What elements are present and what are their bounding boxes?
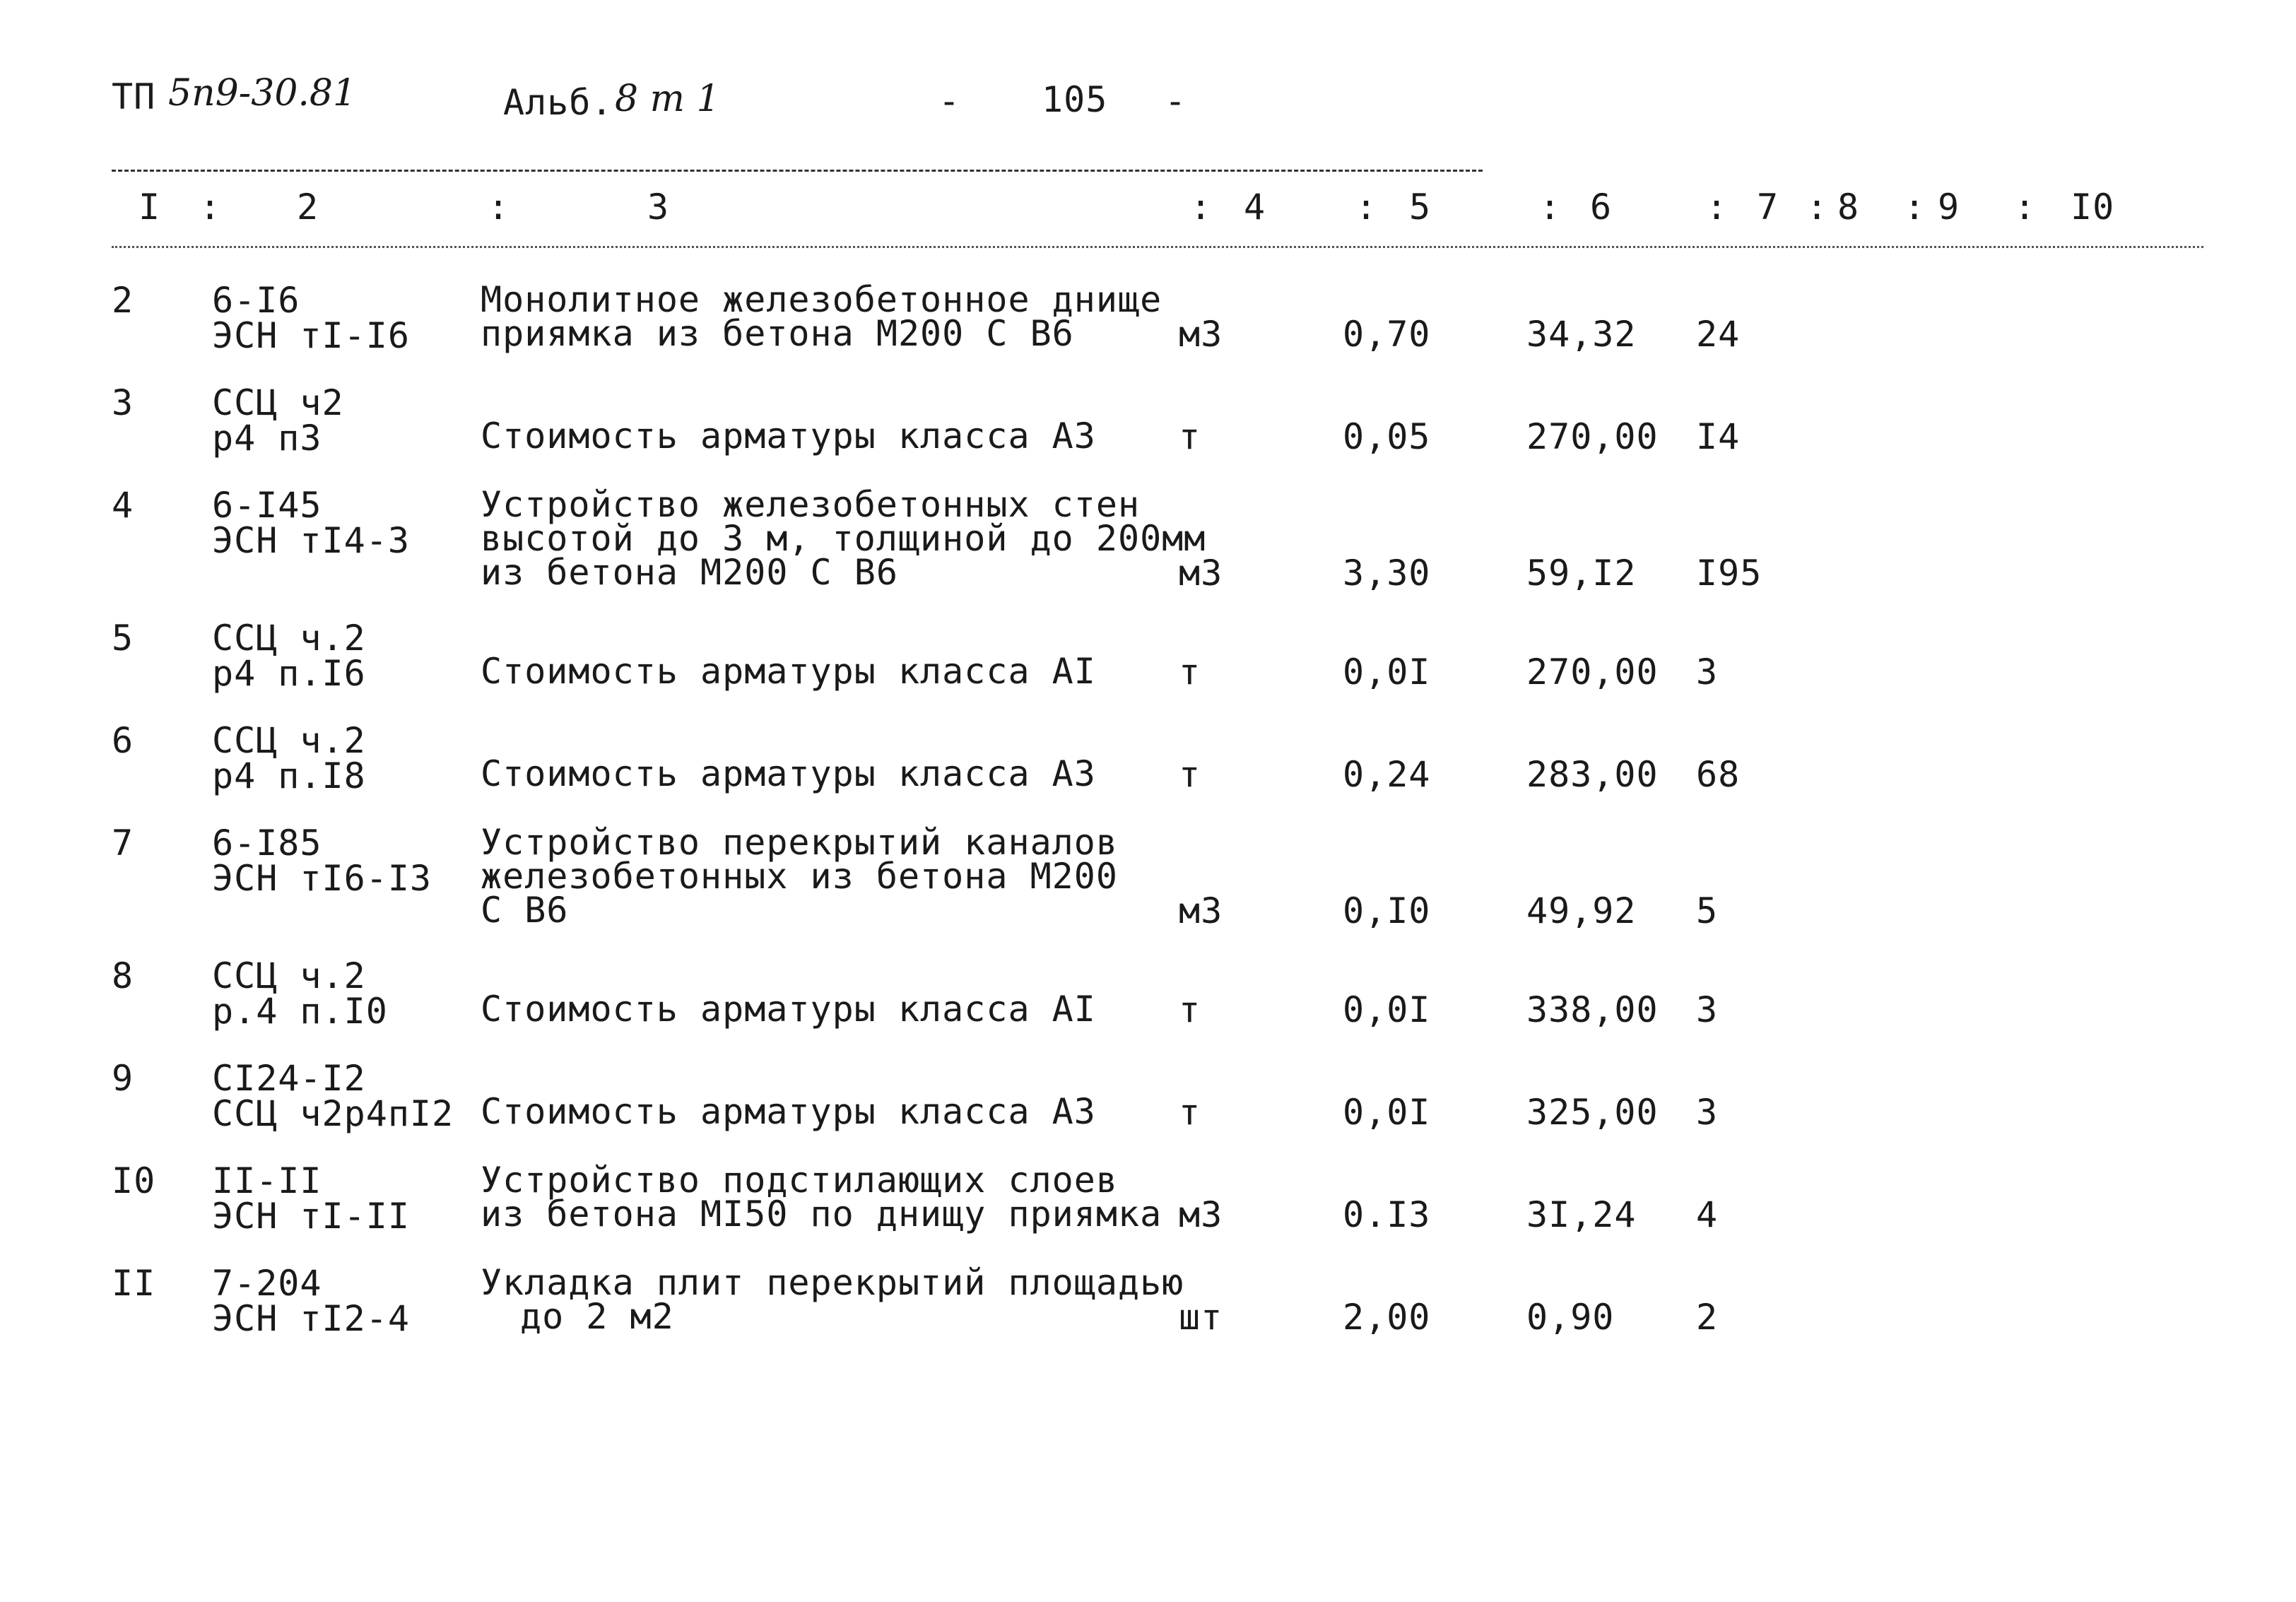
total-cost: 4 <box>1696 1194 1719 1235</box>
quantity: 0.I3 <box>1343 1194 1431 1235</box>
total-cost: 24 <box>1696 314 1741 355</box>
row-number: I0 <box>112 1160 156 1201</box>
norm-code-line: II-II <box>212 1160 322 1201</box>
unit-price: 49,92 <box>1526 890 1637 931</box>
row-number: 5 <box>112 618 134 659</box>
column-separator: : <box>1539 187 1562 228</box>
norm-code <box>212 1160 410 1237</box>
norm-code <box>212 823 432 899</box>
unit: м3 <box>1179 890 1223 931</box>
column-number: 6 <box>1590 187 1613 228</box>
description-line: до 2 м2 <box>520 1296 674 1337</box>
unit-price: 283,00 <box>1526 754 1659 795</box>
norm-code-line: ЭСН тI2-4 <box>212 1298 410 1339</box>
description-line: Стоимость арматуры класса А3 <box>481 1091 1096 1132</box>
row-number: 2 <box>112 280 134 321</box>
unit-price: 34,32 <box>1526 314 1637 355</box>
description-line: Устройство подстилающих слоев <box>481 1160 1118 1201</box>
album-number-handwritten: 8 т 1 <box>615 78 720 120</box>
header-bottom-rule <box>112 246 2203 248</box>
work-description <box>481 958 1096 1030</box>
unit: шт <box>1179 1297 1223 1338</box>
row-number: 9 <box>112 1058 134 1099</box>
quantity: 2,00 <box>1343 1297 1431 1338</box>
norm-code <box>212 382 344 459</box>
page-number: 105 <box>1042 79 1108 120</box>
row-number: 8 <box>112 955 134 996</box>
unit-price: 325,00 <box>1526 1092 1659 1133</box>
norm-code-line: ЭСН тI6-I3 <box>212 858 432 899</box>
doc-prefix: ТП <box>112 76 156 117</box>
norm-code <box>212 720 366 796</box>
description-line: Устройство перекрытий каналов <box>481 822 1118 863</box>
norm-code-line: ЭСН тI-II <box>212 1196 410 1237</box>
unit-price: 3I,24 <box>1526 1194 1637 1235</box>
norm-code-line: 7-204 <box>212 1263 322 1304</box>
quantity: 0,70 <box>1343 314 1431 355</box>
unit: т <box>1179 416 1201 457</box>
norm-code <box>212 955 388 1032</box>
column-separator: : <box>2014 187 2037 228</box>
work-description <box>481 385 1096 457</box>
description-line: Монолитное железобетонное днище <box>481 279 1162 320</box>
work-description <box>481 1262 1184 1337</box>
column-separator: : <box>1355 187 1378 228</box>
description-line: из бетона МI50 по днищу приямка <box>481 1194 1162 1235</box>
description-line: Стоимость арматуры класса АI <box>481 651 1096 692</box>
column-number: 2 <box>297 187 319 228</box>
quantity: 0,I0 <box>1343 890 1431 931</box>
work-description <box>481 484 1206 593</box>
quantity: 0,05 <box>1343 416 1431 457</box>
column-number: 5 <box>1409 187 1432 228</box>
norm-code <box>212 1263 410 1339</box>
column-number: I <box>139 187 161 228</box>
row-number: 6 <box>112 720 134 761</box>
description-line: Стоимость арматуры класса АI <box>481 989 1096 1030</box>
description-line <box>481 620 1096 654</box>
description-line: железобетонных из бетона М200 <box>481 856 1118 897</box>
description-line: Стоимость арматуры класса А3 <box>481 416 1096 457</box>
column-separator: : <box>488 187 510 228</box>
quantity: 0,24 <box>1343 754 1431 795</box>
norm-code-line: 6-I45 <box>212 485 322 526</box>
norm-code <box>212 280 410 356</box>
description-line: из бетона М200 С В6 <box>481 552 898 593</box>
norm-code-line: ССЦ ч.2 <box>212 955 366 996</box>
norm-code-line: р4 п3 <box>212 418 322 459</box>
unit: т <box>1179 1092 1201 1133</box>
norm-code-line: 6-I6 <box>212 280 300 321</box>
quantity: 0,0I <box>1343 1092 1431 1133</box>
row-number: II <box>112 1263 156 1304</box>
unit-price: 338,00 <box>1526 989 1659 1030</box>
row-number: 3 <box>112 382 134 423</box>
unit-price: 0,90 <box>1526 1297 1615 1338</box>
description-line: С В6 <box>481 890 569 931</box>
norm-code-line: р4 п.I6 <box>212 653 366 694</box>
column-separator: : <box>1904 187 1926 228</box>
norm-code-line: р.4 п.I0 <box>212 991 388 1032</box>
work-description <box>481 1061 1096 1132</box>
norm-code-line: 6-I85 <box>212 823 322 864</box>
column-separator: : <box>199 187 222 228</box>
description-line <box>481 385 1096 419</box>
quantity: 3,30 <box>1343 553 1431 594</box>
work-description <box>481 723 1096 794</box>
norm-code-line: ЭСН тI-I6 <box>212 315 410 356</box>
unit: т <box>1179 754 1201 795</box>
unit: м3 <box>1179 1194 1223 1235</box>
unit: т <box>1179 652 1201 693</box>
unit: м3 <box>1179 314 1223 355</box>
description-line <box>481 723 1096 757</box>
total-cost: I4 <box>1696 416 1741 457</box>
norm-code-line: ССЦ ч.2 <box>212 720 366 761</box>
norm-code <box>212 485 410 561</box>
column-number: 9 <box>1938 187 1960 228</box>
row-number: 4 <box>112 485 134 526</box>
column-number: I0 <box>2071 187 2115 228</box>
work-description <box>481 1160 1162 1235</box>
column-separator: : <box>1706 187 1729 228</box>
norm-code-line: ССЦ ч2р4пI2 <box>212 1093 454 1134</box>
description-line: Укладка плит перекрытий площадью <box>481 1262 1184 1303</box>
description-line <box>481 958 1096 992</box>
column-separator: : <box>1190 187 1213 228</box>
page-dash-right: - <box>1165 81 1187 122</box>
work-description <box>481 620 1096 692</box>
norm-code-line: ССЦ ч.2 <box>212 618 366 659</box>
column-number: 4 <box>1244 187 1266 228</box>
total-cost: I95 <box>1696 553 1762 594</box>
norm-code-line: ЭСН тI4-3 <box>212 520 410 561</box>
work-description <box>481 279 1162 354</box>
description-line: Устройство железобетонных стен <box>481 484 1141 525</box>
column-separator: : <box>1806 187 1829 228</box>
page-dash-left: - <box>938 81 961 122</box>
description-line: приямка из бетона М200 С В6 <box>481 313 1074 354</box>
doc-number-handwritten: 5п9-30.81 <box>168 72 357 114</box>
column-number: 3 <box>647 187 670 228</box>
total-cost: 68 <box>1696 754 1741 795</box>
total-cost: 3 <box>1696 989 1719 1030</box>
norm-code <box>212 1058 454 1134</box>
unit-price: 270,00 <box>1526 652 1659 693</box>
description-line: Стоимость арматуры класса А3 <box>481 753 1096 794</box>
column-number: 7 <box>1757 187 1779 228</box>
unit: м3 <box>1179 553 1223 594</box>
unit: т <box>1179 989 1201 1030</box>
quantity: 0,0I <box>1343 989 1431 1030</box>
header-top-rule <box>112 170 1483 172</box>
norm-code-line: р4 п.I8 <box>212 755 366 796</box>
work-description <box>481 822 1118 931</box>
row-number: 7 <box>112 823 134 864</box>
norm-code <box>212 618 366 694</box>
description-line: высотой до 3 м, толщиной до 200мм <box>481 518 1206 559</box>
column-number: 8 <box>1837 187 1860 228</box>
total-cost: 5 <box>1696 890 1719 931</box>
norm-code-line: ССЦ ч2 <box>212 382 344 423</box>
unit-price: 59,I2 <box>1526 553 1637 594</box>
total-cost: 3 <box>1696 652 1719 693</box>
quantity: 0,0I <box>1343 652 1431 693</box>
unit-price: 270,00 <box>1526 416 1659 457</box>
album-label: Альб. <box>503 82 613 123</box>
total-cost: 3 <box>1696 1092 1719 1133</box>
description-line <box>481 1061 1096 1095</box>
norm-code-line: СI24-I2 <box>212 1058 366 1099</box>
total-cost: 2 <box>1696 1297 1719 1338</box>
